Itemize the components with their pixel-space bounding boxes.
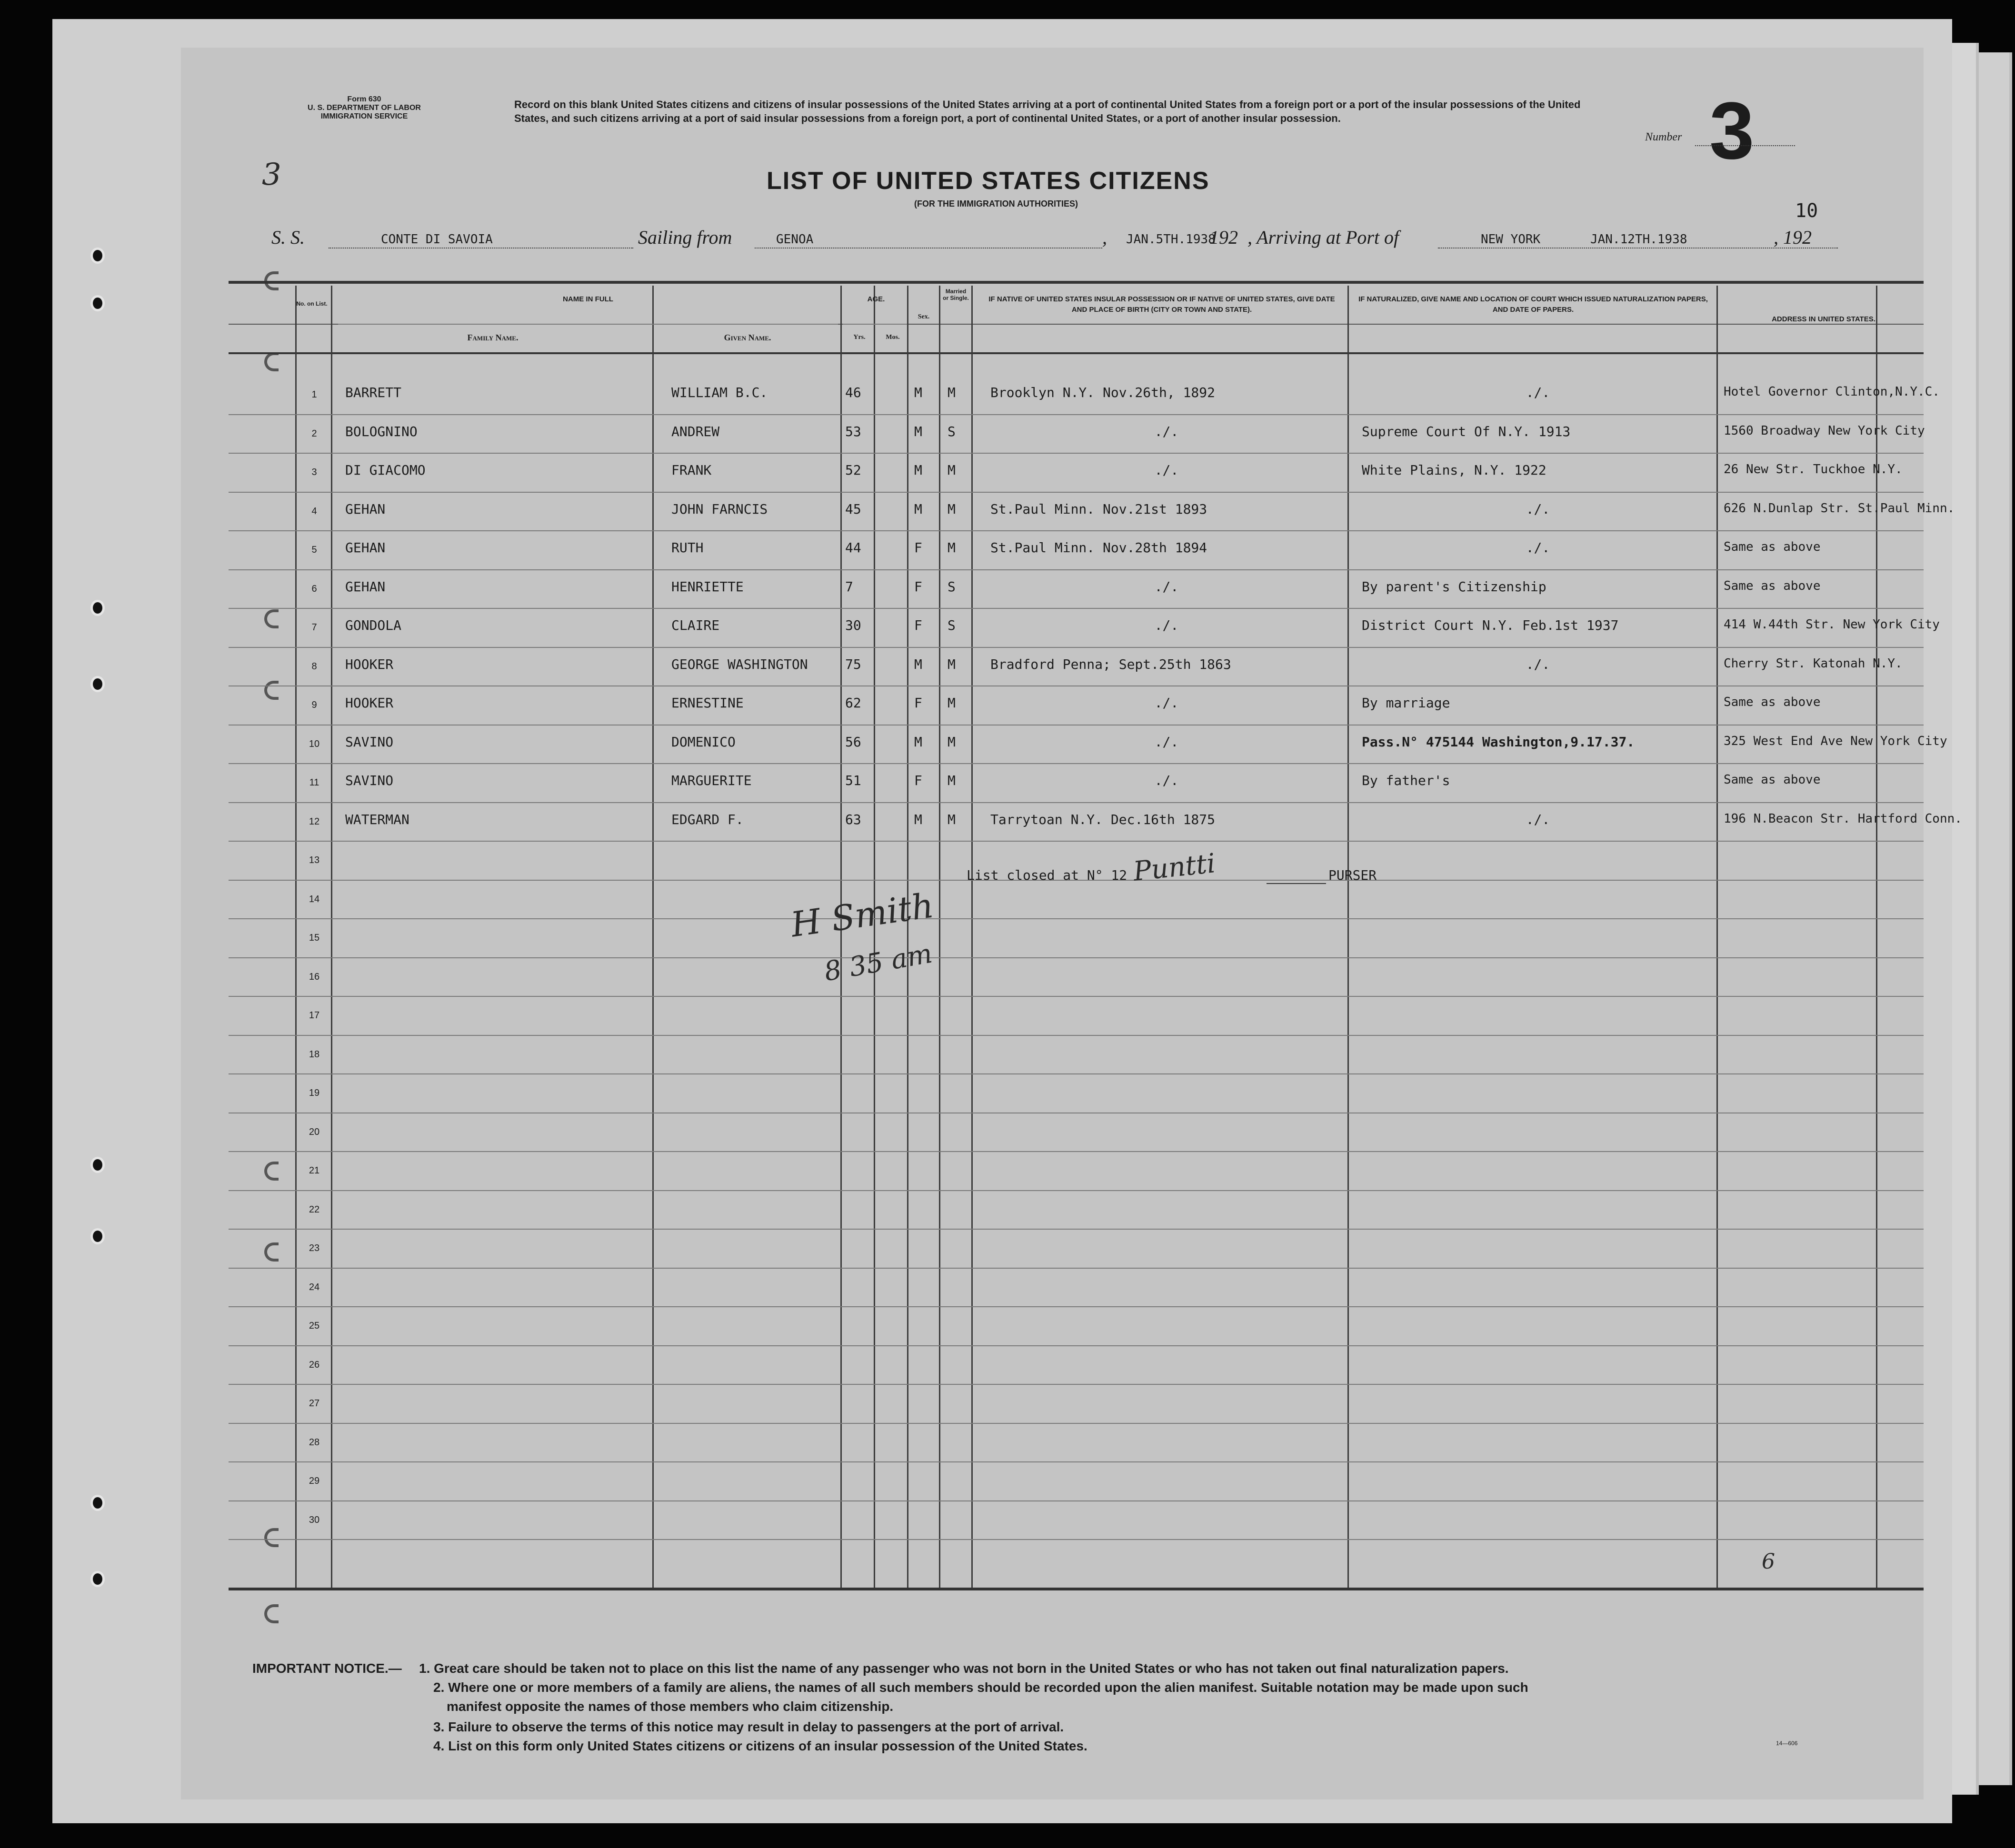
row-number: 14 [309, 894, 320, 904]
punch-hole [90, 676, 105, 692]
family-name: DI GIACOMO [345, 462, 426, 478]
family-name: GONDOLA [345, 617, 402, 633]
binder-clip [264, 1528, 279, 1547]
to-port: NEW YORK [1481, 232, 1541, 247]
given-name: GEORGE WASHINGTON [671, 656, 808, 672]
given-name: WILLIAM B.C. [671, 385, 768, 400]
naturalization-info: By father's [1362, 773, 1450, 788]
year-suffix-2: , 192 [1774, 227, 1812, 248]
row-rule [229, 1190, 1924, 1191]
list-number: 3 [1709, 86, 1755, 176]
age-years: 56 [845, 734, 861, 750]
form-department-block [286, 95, 443, 121]
birth-info: ./. [1154, 617, 1179, 633]
from-port: GENOA [776, 232, 814, 247]
address: Same as above [1724, 578, 1821, 593]
intro-text: Record on this blank United States citizens and citizens of insular possessions of the United States arriving at a port of continental United States from a foreign port or a port of the insular possessions of the United States, and such citizens arriving at a port of said insular possessions from a foreign port, a port of continental United States, or a port of another insular possession. [514, 99, 1581, 124]
row-rule [229, 569, 1924, 570]
sex: M [914, 501, 922, 517]
given-name: HENRIETTE [671, 578, 744, 595]
inspection-time: 8 35 am [822, 938, 935, 988]
given-name: DOMENICO [671, 734, 736, 750]
family-name: BOLOGNINO [345, 423, 418, 439]
row-number: 11 [309, 777, 319, 788]
header-mos: Mos. [886, 334, 900, 341]
sex: M [914, 811, 922, 827]
row-rule [229, 763, 1924, 764]
birth-info: Tarrytoan N.Y. Dec.16th 1875 [990, 811, 1216, 827]
page-title: LIST OF UNITED STATES CITIZENS [767, 167, 1210, 195]
age-years: 75 [845, 656, 861, 672]
row-number: 26 [309, 1359, 320, 1370]
header-family-name: Family Name. [467, 333, 519, 342]
binder-clip [264, 681, 279, 700]
row-rule [229, 918, 1924, 919]
row-rule [229, 1384, 1924, 1385]
header-naturalized: IF NATURALIZED, GIVE NAME AND LOCATION OF COURT WHICH ISSUED NATURALIZATION PAPERS, AND DATE OF PAPERS. [1358, 295, 1708, 314]
row-number: 22 [309, 1204, 320, 1215]
row-number: 28 [309, 1437, 320, 1448]
marital-status: S [948, 423, 956, 439]
given-name: EDGARD F. [671, 811, 744, 827]
header-given-name: Given Name. [724, 333, 771, 342]
notice-item-3: 3. Failure to observe the terms of this notice may result in delay to passengers at the port of arrival. [433, 1719, 1064, 1734]
row-number: 24 [309, 1282, 320, 1292]
given-name: FRANK [671, 462, 712, 478]
sex: M [914, 423, 922, 439]
notice-item-1: 1. Great care should be taken not to place on this list the name of any passenger who was not born in the United States or who has not taken out final naturalization papers. [419, 1661, 1509, 1676]
department-name: U. S. DEPARTMENT OF LABOR [308, 104, 421, 112]
naturalization-info: ./. [1526, 501, 1550, 517]
column-line [652, 286, 654, 1588]
year-suffix: 192 [1209, 227, 1238, 248]
binder-clip [264, 609, 279, 628]
margin-note: 3 [262, 157, 281, 192]
family-name: SAVINO [345, 773, 394, 788]
punch-hole [90, 1495, 105, 1511]
row-rule [229, 1539, 1924, 1540]
row-number: 1 [311, 389, 317, 400]
column-line [1876, 286, 1877, 1588]
header-no: No. on List. [296, 300, 328, 307]
document-page [52, 19, 1962, 1823]
sex: F [914, 695, 922, 711]
page-note: 10 [1795, 200, 1818, 222]
family-name: HOOKER [345, 695, 394, 711]
column-line [1347, 286, 1349, 1588]
header-yrs: Yrs. [853, 334, 866, 341]
row-number: 25 [309, 1321, 320, 1331]
address: 196 N.Beacon Str. Hartford Conn. [1724, 811, 1962, 826]
given-name: RUTH [671, 540, 704, 556]
row-number: 15 [309, 933, 320, 943]
row-number: 6 [311, 583, 317, 594]
row-number: 21 [309, 1165, 320, 1176]
subheader-rule [338, 324, 838, 325]
row-number: 27 [309, 1398, 320, 1409]
sex: M [914, 734, 922, 750]
notice-item-2-cont: manifest opposite the names of those members who claim citizenship. [447, 1699, 894, 1714]
family-name: GEHAN [345, 501, 386, 517]
row-number: 3 [311, 467, 317, 477]
table-bottom-rule [229, 1588, 1924, 1590]
marital-status: M [948, 540, 956, 556]
marital-status: S [948, 617, 956, 633]
arrival-date: JAN.12TH.1938 [1590, 232, 1687, 247]
address: 325 West End Ave New York City [1724, 734, 1947, 748]
column-line [939, 286, 940, 1588]
naturalization-info: ./. [1526, 811, 1550, 827]
sex: M [914, 385, 922, 400]
subheader-rule [843, 324, 907, 325]
header-age: AGE. [867, 295, 885, 303]
address: Same as above [1724, 695, 1821, 709]
naturalization-info: By parent's Citizenship [1362, 578, 1546, 595]
birth-info: ./. [1154, 695, 1179, 711]
sex: F [914, 578, 922, 595]
row-rule [229, 530, 1924, 531]
naturalization-info: White Plains, N.Y. 1922 [1362, 462, 1546, 478]
row-rule [229, 1345, 1924, 1346]
column-line [331, 286, 332, 1588]
row-number: 7 [311, 622, 317, 633]
notice-item-2: 2. Where one or more members of a family are aliens, the names of all such members should be recorded upon the alien manifest. Suitable notation may be made upon such [433, 1680, 1528, 1695]
column-line [1716, 286, 1718, 1588]
punch-hole [90, 248, 105, 264]
sex: F [914, 540, 922, 556]
binder-clip [264, 1604, 279, 1623]
sex: M [914, 462, 922, 478]
marital-status: M [948, 462, 956, 478]
comma: , [1102, 227, 1107, 248]
marital-status: M [948, 385, 956, 400]
row-rule [229, 647, 1924, 648]
punch-hole [90, 1157, 105, 1173]
birth-info: ./. [1154, 462, 1179, 478]
marital-status: S [948, 578, 956, 595]
row-rule [229, 996, 1924, 997]
naturalization-info: Supreme Court Of N.Y. 1913 [1362, 423, 1571, 439]
header-married: Married or Single. [943, 288, 969, 301]
birth-info: St.Paul Minn. Nov.21st 1893 [990, 501, 1207, 517]
row-number: 20 [309, 1126, 320, 1137]
birth-info: ./. [1154, 734, 1179, 750]
row-rule [229, 1500, 1924, 1501]
punch-hole [90, 1571, 105, 1587]
row-rule [229, 608, 1924, 609]
sex: M [914, 656, 922, 672]
row-rule [229, 1151, 1924, 1152]
row-number: 8 [311, 661, 317, 672]
age-years: 45 [845, 501, 861, 517]
marital-status: M [948, 773, 956, 788]
address: 626 N.Dunlap Str. St.Paul Minn. [1724, 501, 1955, 516]
form-code: 14—606 [1776, 1740, 1798, 1747]
header-address: ADDRESS IN UNITED STATES. [1772, 315, 1875, 323]
naturalization-info: District Court N.Y. Feb.1st 1937 [1362, 617, 1619, 633]
row-rule [229, 1461, 1924, 1462]
given-name: ANDREW [671, 423, 720, 439]
marital-status: M [948, 811, 956, 827]
punch-hole [90, 1228, 105, 1244]
family-name: BARRETT [345, 385, 402, 400]
number-label: Number [1645, 131, 1682, 143]
birth-info: ./. [1154, 423, 1179, 439]
family-name: HOOKER [345, 656, 394, 672]
age-years: 30 [845, 617, 861, 633]
ship-name: CONTE DI SAVOIA [381, 232, 493, 247]
row-rule [229, 1268, 1924, 1269]
birth-info: Bradford Penna; Sept.25th 1863 [990, 656, 1231, 672]
row-number: 2 [311, 428, 317, 439]
binder-clip [264, 352, 279, 371]
age-years: 53 [845, 423, 861, 439]
row-rule [229, 1073, 1924, 1074]
form-area [181, 48, 1962, 1799]
age-years: 62 [845, 695, 861, 711]
row-number: 18 [309, 1049, 320, 1060]
marital-status: M [948, 501, 956, 517]
row-number: 19 [309, 1088, 320, 1098]
row-number: 9 [311, 700, 317, 710]
birth-info: ./. [1154, 773, 1179, 788]
service-name: IMMIGRATION SERVICE [320, 112, 408, 120]
sex: F [914, 617, 922, 633]
naturalization-info: By marriage [1362, 695, 1450, 711]
binder-clip [264, 1162, 279, 1181]
row-number: 4 [311, 506, 317, 517]
arriving-label: , Arriving at Port of [1247, 227, 1399, 248]
marital-status: M [948, 734, 956, 750]
row-rule [229, 802, 1924, 803]
page-subtitle: (FOR THE IMMIGRATION AUTHORITIES) [914, 199, 1078, 209]
row-number: 16 [309, 971, 320, 982]
sailing-label: Sailing from [638, 227, 732, 248]
naturalization-info: ./. [1526, 656, 1550, 672]
naturalization-info: ./. [1526, 385, 1550, 400]
family-name: GEHAN [345, 540, 386, 556]
sailing-date: JAN.5TH.1938 [1126, 232, 1216, 247]
row-rule [229, 1229, 1924, 1230]
given-name: CLAIRE [671, 617, 720, 633]
address: Same as above [1724, 773, 1821, 787]
age-years: 52 [845, 462, 861, 478]
given-name: MARGUERITE [671, 773, 752, 788]
birth-info: Brooklyn N.Y. Nov.26th, 1892 [990, 385, 1216, 400]
column-line [971, 286, 973, 1588]
age-years: 44 [845, 540, 861, 556]
marital-status: M [948, 695, 956, 711]
family-name: GEHAN [345, 578, 386, 595]
row-number: 12 [309, 816, 320, 827]
table-top-rule [229, 281, 1924, 284]
header-name-in-full: NAME IN FULL [563, 295, 613, 303]
naturalization-info: ./. [1526, 540, 1550, 556]
notice-heading: IMPORTANT NOTICE.— [252, 1661, 402, 1676]
marital-status: M [948, 656, 956, 672]
family-name: SAVINO [345, 734, 394, 750]
punch-hole [90, 295, 105, 311]
header-sex: Sex. [918, 313, 930, 320]
column-line [907, 286, 908, 1588]
notice-item-4: 4. List on this form only United States citizens or citizens of an insular possession of the United States. [433, 1739, 1087, 1753]
row-rule [229, 1035, 1924, 1036]
age-years: 7 [845, 578, 853, 595]
address: 1560 Broadway New York City [1724, 423, 1925, 438]
row-rule [229, 414, 1924, 415]
row-rule [229, 1423, 1924, 1424]
row-rule [229, 1306, 1924, 1307]
corner-note: 6 [1762, 1550, 1775, 1574]
binder-clip [264, 1242, 279, 1262]
row-number: 17 [309, 1010, 320, 1021]
sex: F [914, 773, 922, 788]
age-years: 51 [845, 773, 861, 788]
birth-info: ./. [1154, 578, 1179, 595]
header-bottom-rule [229, 352, 1924, 354]
purser-label: PURSER [1328, 867, 1377, 883]
row-number: 13 [309, 855, 320, 865]
address: Cherry Str. Katonah N.Y. [1724, 656, 1903, 671]
ss-label: S. S. [271, 227, 305, 248]
naturalization-info: Pass.N° 475144 Washington,9.17.37. [1362, 734, 1635, 750]
row-number: 29 [309, 1476, 320, 1486]
address: 414 W.44th Str. New York City [1724, 617, 1940, 632]
punch-hole [90, 600, 105, 616]
row-rule [229, 841, 1924, 842]
row-number: 5 [311, 545, 317, 555]
header-birth: IF NATIVE OF UNITED STATES INSULAR POSSESSION OR IF NATIVE OF UNITED STATES, GIVE DATE AND PLACE OF BIRTH (CITY OR TOWN AND STATE). [988, 295, 1335, 314]
birth-info: St.Paul Minn. Nov.28th 1894 [990, 540, 1207, 556]
inspector-signature: H Smith [788, 885, 936, 945]
row-number: 30 [309, 1514, 320, 1525]
row-number: 23 [309, 1243, 320, 1253]
form-number: Form 630 [347, 95, 381, 103]
number-line [1695, 145, 1795, 146]
address: Hotel Governor Clinton,N.Y.C. [1724, 385, 1940, 399]
age-years: 46 [845, 385, 861, 400]
given-name: JOHN FARNCIS [671, 501, 768, 517]
column-line [874, 286, 875, 1588]
family-name: WATERMAN [345, 811, 409, 827]
age-years: 63 [845, 811, 861, 827]
list-closed-text: List closed at N° 12 [967, 867, 1127, 883]
purser-signature: Puntti [1132, 848, 1217, 887]
address: Same as above [1724, 540, 1821, 554]
purser-line [1267, 883, 1326, 884]
row-rule [229, 492, 1924, 493]
row-rule [229, 957, 1924, 958]
row-number: 10 [309, 738, 320, 749]
address: 26 New Str. Tuckhoe N.Y. [1724, 462, 1903, 477]
given-name: ERNESTINE [671, 695, 744, 711]
row-rule [229, 453, 1924, 454]
column-line [295, 286, 297, 1588]
